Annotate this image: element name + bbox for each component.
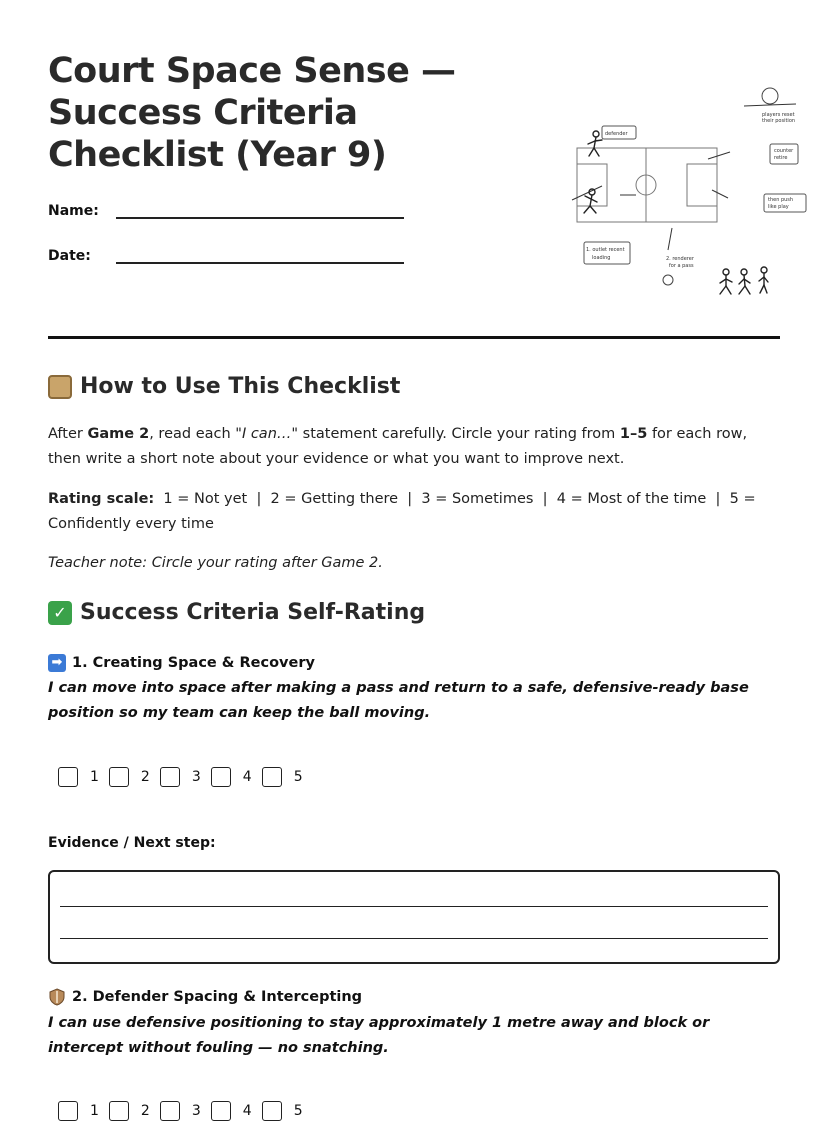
p1-c: , read each xyxy=(149,426,236,442)
label-players-reset-2: their position xyxy=(762,118,796,124)
evidence-box[interactable] xyxy=(48,870,780,964)
header xyxy=(48,0,796,340)
rating-scale-label: Rating scale: xyxy=(48,491,155,507)
instructions-paragraph xyxy=(48,422,780,472)
rating-checkbox[interactable] xyxy=(160,767,180,787)
rating-option-3[interactable] xyxy=(160,767,201,787)
date-field[interactable] xyxy=(48,248,91,264)
clipboard-icon xyxy=(48,375,72,399)
criterion-2-ratings xyxy=(58,1101,313,1121)
rating-option-5[interactable] xyxy=(262,767,303,787)
header-divider xyxy=(48,336,780,339)
evidence-line-1 xyxy=(60,906,768,907)
rating-number: 4 xyxy=(242,1103,252,1119)
teacher-note: Teacher note: Circle your rating after Game 2. xyxy=(48,555,383,571)
p1-a: After xyxy=(48,426,88,442)
rating-option-3[interactable] xyxy=(160,1101,201,1121)
rating-scale xyxy=(48,487,780,537)
label-counter-2: retire xyxy=(774,155,788,161)
name-line[interactable] xyxy=(116,217,404,219)
rating-number: 3 xyxy=(191,1103,201,1119)
court-diagram xyxy=(532,82,796,304)
rating-number: 2 xyxy=(140,1103,150,1119)
label-counter-1: counter xyxy=(774,148,794,154)
arrow-right-icon: ➡ xyxy=(48,654,66,672)
label-rendered-2: for a pass xyxy=(669,263,694,269)
p1-range: 1–5 xyxy=(619,426,648,442)
criterion-1-title-text: 1. Creating Space & Recovery xyxy=(72,655,315,671)
success-criteria-heading xyxy=(48,600,425,625)
p1-e: statement carefully. Circle your rating from xyxy=(298,426,620,442)
label-outlet-1: 1. outlet recent xyxy=(586,247,625,253)
rating-number: 3 xyxy=(191,769,201,785)
evidence-line-2 xyxy=(60,938,768,939)
success-heading-text: Success Criteria Self-Rating xyxy=(80,600,426,625)
label-rendered-1: 2. renderer xyxy=(666,256,694,262)
title-line-1: Court Space Sense — xyxy=(48,51,456,91)
p1-i-can: "I can…" xyxy=(235,426,299,442)
title-line-3: Checklist (Year 9) xyxy=(48,135,387,175)
rating-checkbox[interactable] xyxy=(262,1101,282,1121)
date-line[interactable] xyxy=(116,262,404,264)
criterion-1-title xyxy=(48,654,315,672)
criterion-1-statement: I can move into space after making a pass and return to a safe, defensive-ready base position so my team can keep the ball moving. xyxy=(48,680,749,721)
how-heading-text: How to Use This Checklist xyxy=(80,374,401,399)
rating-option-1[interactable] xyxy=(58,1101,99,1121)
p1-g: for each row, then write a short note about your evidence or what you want to improve next. xyxy=(48,426,748,467)
rating-option-4[interactable] xyxy=(211,767,252,787)
rating-number: 4 xyxy=(242,769,252,785)
rating-checkbox[interactable] xyxy=(211,1101,231,1121)
label-boxes xyxy=(584,126,806,264)
rating-checkbox[interactable] xyxy=(211,767,231,787)
rating-scale-text: 1 = Not yet | 2 = Getting there | 3 = Sometimes | 4 = Most of the time | 5 = Confidently every time xyxy=(48,491,761,532)
name-label: Name: xyxy=(48,203,99,219)
criterion-2-title xyxy=(48,988,362,1006)
rating-number: 1 xyxy=(90,769,99,785)
how-to-use-heading xyxy=(48,374,400,399)
title-line-2: Success Criteria xyxy=(48,93,358,133)
checklist-page xyxy=(48,0,796,1119)
rating-option-2[interactable] xyxy=(109,1101,150,1121)
rating-checkbox[interactable] xyxy=(58,767,78,787)
rating-checkbox[interactable] xyxy=(109,1101,129,1121)
rating-checkbox[interactable] xyxy=(58,1101,78,1121)
page-title xyxy=(48,50,488,176)
rating-checkbox[interactable] xyxy=(160,1101,180,1121)
check-mark-icon: ✓ xyxy=(48,601,72,625)
rating-option-4[interactable] xyxy=(211,1101,252,1121)
player-figures xyxy=(584,131,768,294)
rating-number: 5 xyxy=(293,1103,303,1119)
label-players-reset-1: players reset xyxy=(762,112,795,118)
rating-number: 2 xyxy=(140,769,150,785)
rating-checkbox[interactable] xyxy=(262,767,282,787)
name-field[interactable] xyxy=(48,203,99,219)
criterion-2-title-text: 2. Defender Spacing & Intercepting xyxy=(72,989,363,1005)
rating-option-5[interactable] xyxy=(262,1101,303,1121)
shield-icon xyxy=(48,988,66,1006)
evidence-label: Evidence / Next step: xyxy=(48,835,216,851)
rating-option-1[interactable] xyxy=(58,767,99,787)
date-label: Date: xyxy=(48,248,91,264)
rating-checkbox[interactable] xyxy=(109,767,129,787)
p1-game: Game 2 xyxy=(87,426,150,442)
label-then-push-2: like play xyxy=(768,204,789,210)
rating-number: 1 xyxy=(90,1103,99,1119)
rating-number: 5 xyxy=(293,769,303,785)
court-lines xyxy=(577,148,717,222)
label-outlet-2: loading xyxy=(592,255,611,261)
criterion-1-ratings xyxy=(58,767,313,787)
criterion-2-statement: I can use defensive positioning to stay approximately 1 metre away and block or intercept without fouling — no snatching. xyxy=(48,1015,710,1056)
rating-option-2[interactable] xyxy=(109,767,150,787)
label-defender: defender xyxy=(605,131,628,137)
label-then-push-1: then push xyxy=(768,197,794,203)
